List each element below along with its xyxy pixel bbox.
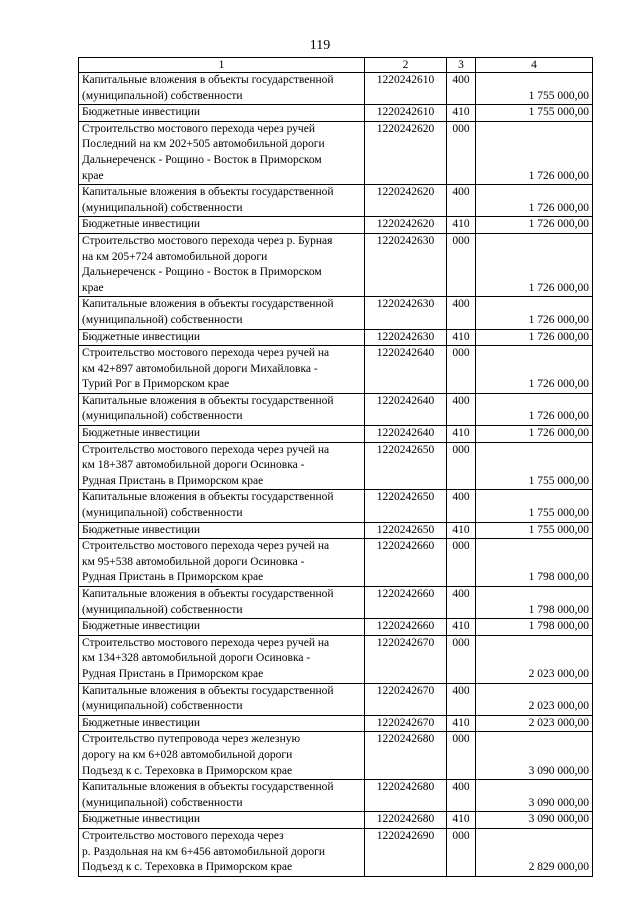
- table-row: [79, 393, 593, 425]
- row-type-cell: 400: [447, 185, 476, 217]
- row-code-cell: 1220242640: [365, 346, 447, 394]
- row-name-cell: Бюджетные инвестиции: [79, 619, 365, 636]
- row-code-cell: 1220242680: [365, 812, 447, 829]
- row-name-cell: Капитальные вложения в объекты государственной (муниципальной) собственности: [79, 587, 365, 619]
- row-amount-cell: 1 755 000,00: [476, 73, 593, 105]
- row-type-cell: 400: [447, 73, 476, 105]
- row-amount-cell: 1 755 000,00: [476, 105, 593, 122]
- row-amount-cell: 1 798 000,00: [476, 619, 593, 636]
- row-name-cell: Капитальные вложения в объекты государственной (муниципальной) собственности: [79, 297, 365, 329]
- row-type-cell: 410: [447, 715, 476, 732]
- row-type-cell: 000: [447, 635, 476, 683]
- row-name-cell: Бюджетные инвестиции: [79, 812, 365, 829]
- row-amount-cell: 1 726 000,00: [476, 185, 593, 217]
- row-name-cell: Строительство мостового перехода через р. Раздольная на км 6+456 автомобильной дороги Подъезд к с. Тереховка в Приморском крае: [79, 828, 365, 876]
- row-type-cell: 000: [447, 828, 476, 876]
- row-name-cell: Капитальные вложения в объекты государственной (муниципальной) собственности: [79, 490, 365, 522]
- row-amount-cell: 3 090 000,00: [476, 780, 593, 812]
- header-cell-code: 2: [365, 58, 447, 73]
- row-name-cell: Строительство мостового перехода через ручей на км 95+538 автомобильной дороги Осиновка - Рудная Пристань в Приморском крае: [79, 539, 365, 587]
- table-row: [79, 442, 593, 490]
- row-code-cell: 1220242630: [365, 297, 447, 329]
- row-name-cell: Бюджетные инвестиции: [79, 715, 365, 732]
- table-row: [79, 185, 593, 217]
- row-code-cell: 1220242660: [365, 619, 447, 636]
- row-type-cell: 000: [447, 442, 476, 490]
- row-type-cell: 410: [447, 329, 476, 346]
- row-amount-cell: 1 755 000,00: [476, 490, 593, 522]
- row-amount-cell: 2 023 000,00: [476, 683, 593, 715]
- table-row: [79, 539, 593, 587]
- table-row: [79, 587, 593, 619]
- row-code-cell: 1220242620: [365, 185, 447, 217]
- row-amount-cell: 1 726 000,00: [476, 121, 593, 184]
- row-code-cell: 1220242670: [365, 635, 447, 683]
- row-type-cell: 000: [447, 121, 476, 184]
- row-name-cell: Бюджетные инвестиции: [79, 329, 365, 346]
- row-amount-cell: 1 726 000,00: [476, 393, 593, 425]
- row-type-cell: 410: [447, 426, 476, 443]
- row-name-cell: Капитальные вложения в объекты государственной (муниципальной) собственности: [79, 73, 365, 105]
- table-row: [79, 522, 593, 539]
- table-row: [79, 105, 593, 122]
- row-code-cell: 1220242650: [365, 522, 447, 539]
- table-row: [79, 426, 593, 443]
- row-name-cell: Строительство мостового перехода через ручей на км 42+897 автомобильной дороги Михайловка - Турий Рог в Приморском крае: [79, 346, 365, 394]
- row-code-cell: 1220242650: [365, 490, 447, 522]
- row-type-cell: 410: [447, 522, 476, 539]
- row-type-cell: 410: [447, 619, 476, 636]
- row-code-cell: 1220242620: [365, 217, 447, 234]
- row-type-cell: 400: [447, 297, 476, 329]
- row-name-cell: Бюджетные инвестиции: [79, 426, 365, 443]
- row-name-cell: Капитальные вложения в объекты государственной (муниципальной) собственности: [79, 683, 365, 715]
- table-row: [79, 329, 593, 346]
- row-code-cell: 1220242680: [365, 732, 447, 780]
- row-type-cell: 400: [447, 490, 476, 522]
- row-amount-cell: 2 829 000,00: [476, 828, 593, 876]
- row-code-cell: 1220242670: [365, 683, 447, 715]
- row-amount-cell: 1 726 000,00: [476, 329, 593, 346]
- budget-table: [78, 57, 593, 877]
- row-name-cell: Бюджетные инвестиции: [79, 522, 365, 539]
- table-row: [79, 812, 593, 829]
- row-type-cell: 400: [447, 393, 476, 425]
- row-type-cell: 000: [447, 732, 476, 780]
- row-code-cell: 1220242610: [365, 73, 447, 105]
- row-amount-cell: 1 798 000,00: [476, 587, 593, 619]
- row-amount-cell: 1 755 000,00: [476, 522, 593, 539]
- row-name-cell: Строительство путепровода через железную дорогу на км 6+028 автомобильной дороги Подъезд к с. Тереховка в Приморском крае: [79, 732, 365, 780]
- row-amount-cell: 3 090 000,00: [476, 732, 593, 780]
- row-type-cell: 400: [447, 587, 476, 619]
- table-row: [79, 619, 593, 636]
- row-name-cell: Строительство мостового перехода через ручей Последний на км 202+505 автомобильной дороги Дальнереченск - Рощино - Восток в Приморском крае: [79, 121, 365, 184]
- header-cell-name: 1: [79, 58, 365, 73]
- row-type-cell: 410: [447, 812, 476, 829]
- row-type-cell: 400: [447, 780, 476, 812]
- row-code-cell: 1220242680: [365, 780, 447, 812]
- row-type-cell: 400: [447, 683, 476, 715]
- row-amount-cell: 1 798 000,00: [476, 539, 593, 587]
- row-code-cell: 1220242640: [365, 393, 447, 425]
- row-name-cell: Строительство мостового перехода через ручей на км 18+387 автомобильной дороги Осиновка - Рудная Пристань в Приморском крае: [79, 442, 365, 490]
- table-row: [79, 297, 593, 329]
- row-type-cell: 000: [447, 346, 476, 394]
- header-row: [79, 58, 593, 73]
- header-cell-amount: 4: [476, 58, 593, 73]
- row-name-cell: Бюджетные инвестиции: [79, 105, 365, 122]
- row-amount-cell: 2 023 000,00: [476, 715, 593, 732]
- row-amount-cell: 3 090 000,00: [476, 812, 593, 829]
- table-row: [79, 73, 593, 105]
- row-name-cell: Бюджетные инвестиции: [79, 217, 365, 234]
- table-row: [79, 346, 593, 394]
- row-name-cell: Капитальные вложения в объекты государственной (муниципальной) собственности: [79, 780, 365, 812]
- table-row: [79, 732, 593, 780]
- page-number: 119: [309, 38, 331, 53]
- row-amount-cell: 2 023 000,00: [476, 635, 593, 683]
- row-code-cell: 1220242620: [365, 121, 447, 184]
- row-amount-cell: 1 726 000,00: [476, 346, 593, 394]
- row-amount-cell: 1 726 000,00: [476, 217, 593, 234]
- table-row: [79, 780, 593, 812]
- table-row: [79, 683, 593, 715]
- row-code-cell: 1220242640: [365, 426, 447, 443]
- row-amount-cell: 1 755 000,00: [476, 442, 593, 490]
- header-cell-type: 3: [447, 58, 476, 73]
- row-amount-cell: 1 726 000,00: [476, 233, 593, 296]
- row-code-cell: 1220242660: [365, 539, 447, 587]
- row-name-cell: Капитальные вложения в объекты государственной (муниципальной) собственности: [79, 185, 365, 217]
- table-row: [79, 490, 593, 522]
- row-code-cell: 1220242630: [365, 329, 447, 346]
- table-row: [79, 828, 593, 876]
- row-code-cell: 1220242660: [365, 587, 447, 619]
- row-amount-cell: 1 726 000,00: [476, 297, 593, 329]
- row-code-cell: 1220242690: [365, 828, 447, 876]
- row-type-cell: 000: [447, 539, 476, 587]
- row-amount-cell: 1 726 000,00: [476, 426, 593, 443]
- table-row: [79, 635, 593, 683]
- table-row: [79, 715, 593, 732]
- row-type-cell: 410: [447, 105, 476, 122]
- table-row: [79, 217, 593, 234]
- table-row: [79, 233, 593, 296]
- row-type-cell: 000: [447, 233, 476, 296]
- table-row: [79, 121, 593, 184]
- row-name-cell: Капитальные вложения в объекты государственной (муниципальной) собственности: [79, 393, 365, 425]
- row-name-cell: Строительство мостового перехода через ручей на км 134+328 автомобильной дороги Осиновка - Рудная Пристань в Приморском крае: [79, 635, 365, 683]
- row-code-cell: 1220242650: [365, 442, 447, 490]
- row-code-cell: 1220242630: [365, 233, 447, 296]
- row-name-cell: Строительство мостового перехода через р. Бурная на км 205+724 автомобильной дороги Дальнереченск - Рощино - Восток в Приморском крае: [79, 233, 365, 296]
- row-code-cell: 1220242610: [365, 105, 447, 122]
- row-type-cell: 410: [447, 217, 476, 234]
- row-code-cell: 1220242670: [365, 715, 447, 732]
